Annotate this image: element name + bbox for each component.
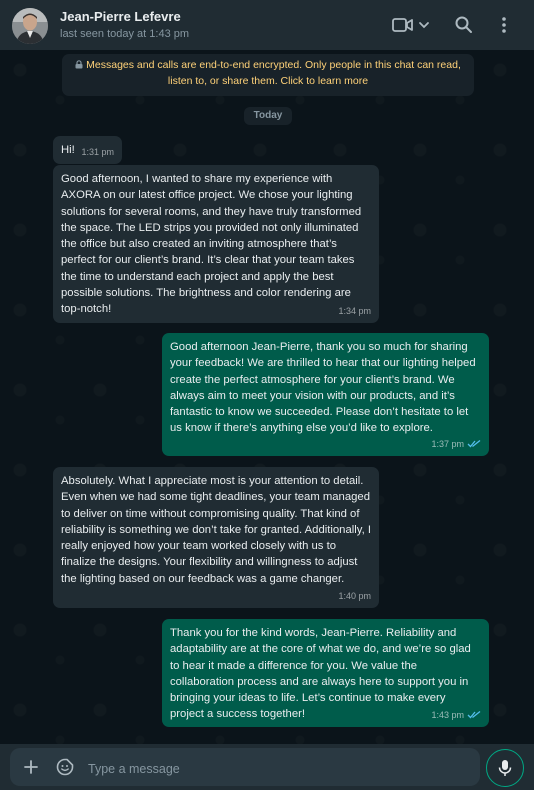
message-meta [81, 144, 114, 160]
mic-icon [498, 759, 512, 777]
message-time: 1:43 pm [431, 709, 464, 720]
chat-area[interactable] [0, 50, 534, 744]
message-time: 1:37 pm [431, 438, 464, 449]
avatar[interactable] [12, 8, 48, 44]
contact-status: last seen today at 1:43 pm [60, 28, 190, 40]
voice-message-button[interactable] [486, 749, 524, 787]
message-bubble-outgoing[interactable] [162, 333, 489, 456]
more-options-button[interactable] [500, 14, 508, 36]
message-text: Absolutely. What I appreciate most is your attention to detail. Even when we had some tight deadlines, your team managed to deliver on time without compromising quality. That kind of reliability is something we don’t take for granted. Additionally, I really enjoyed how your team worked closely with us to finalize the designs. Your flexibility and willingness to adjust the lighting based on our feedback was a game changer. [61, 475, 375, 585]
chat-header [0, 0, 534, 50]
message-time: 1:40 pm [338, 590, 371, 601]
search-icon [454, 15, 474, 35]
lock-icon [75, 60, 83, 69]
composer-bar [0, 744, 534, 790]
message-bubble-incoming[interactable] [53, 165, 379, 323]
message-text: Thank you for the kind words, Jean-Pierre. Reliability and adaptability are at the core of what we do, and we’re so glad to hear it made a difference for you. We value the collaboration process and are always here to support you in bringing your ideas to life. Let’s continue to make every project a success together! [170, 627, 474, 721]
chevron-down-icon [417, 18, 431, 32]
message-input-placeholder: Type a message [88, 762, 180, 776]
message-meta [338, 303, 371, 319]
encryption-notice[interactable] [62, 54, 474, 96]
search-button[interactable] [454, 14, 474, 36]
message-time: 1:34 pm [338, 305, 371, 316]
read-receipt-icon [467, 439, 481, 448]
encryption-notice-text: Messages and calls are end-to-end encrypted. Only people in this chat can read, listen to, or share them. Click to learn more [86, 59, 461, 87]
message-meta [338, 588, 371, 604]
message-text: Good afternoon Jean-Pierre, thank you so much for sharing your feedback! We are thrilled to hear that our lighting helped create the perfect atmosphere for your client’s brand. We always aim to meet your vision with our products, and it’s fantastic to know we succeeded. Please don’t hesitate to let us know if there’s anything else you’d like to explore. [170, 341, 479, 435]
message-bubble-outgoing[interactable] [162, 619, 489, 727]
contact-name[interactable]: Jean-Pierre Lefevre [60, 9, 181, 24]
more-options-icon [500, 15, 508, 35]
message-meta [431, 707, 481, 723]
message-bubble-incoming[interactable] [53, 467, 379, 608]
message-time: 1:31 pm [81, 146, 114, 157]
message-text: Good afternoon, I wanted to share my experience with AXORA on our latest office project. We chose your lighting solutions for several rooms, and they have truly transformed the space. The LED strips you provided not only illuminated the office but also created an inviting atmosphere that’s perfect for our client’s brand. It’s clear that your team takes the time to understand each project and apply the best possible solutions. The brightness and color rendering are top-notch! [61, 173, 365, 316]
video-call-button[interactable] [392, 14, 431, 36]
message-meta [431, 436, 481, 452]
message-text: Hi! [61, 144, 75, 156]
date-divider: Today [244, 107, 292, 125]
read-receipt-icon [467, 710, 481, 719]
message-input[interactable] [10, 748, 480, 786]
video-call-icon [392, 16, 414, 34]
message-bubble-incoming[interactable] [53, 136, 122, 164]
avatar-photo [12, 8, 48, 44]
sticker-icon[interactable] [56, 758, 74, 776]
plus-icon[interactable] [24, 760, 38, 774]
